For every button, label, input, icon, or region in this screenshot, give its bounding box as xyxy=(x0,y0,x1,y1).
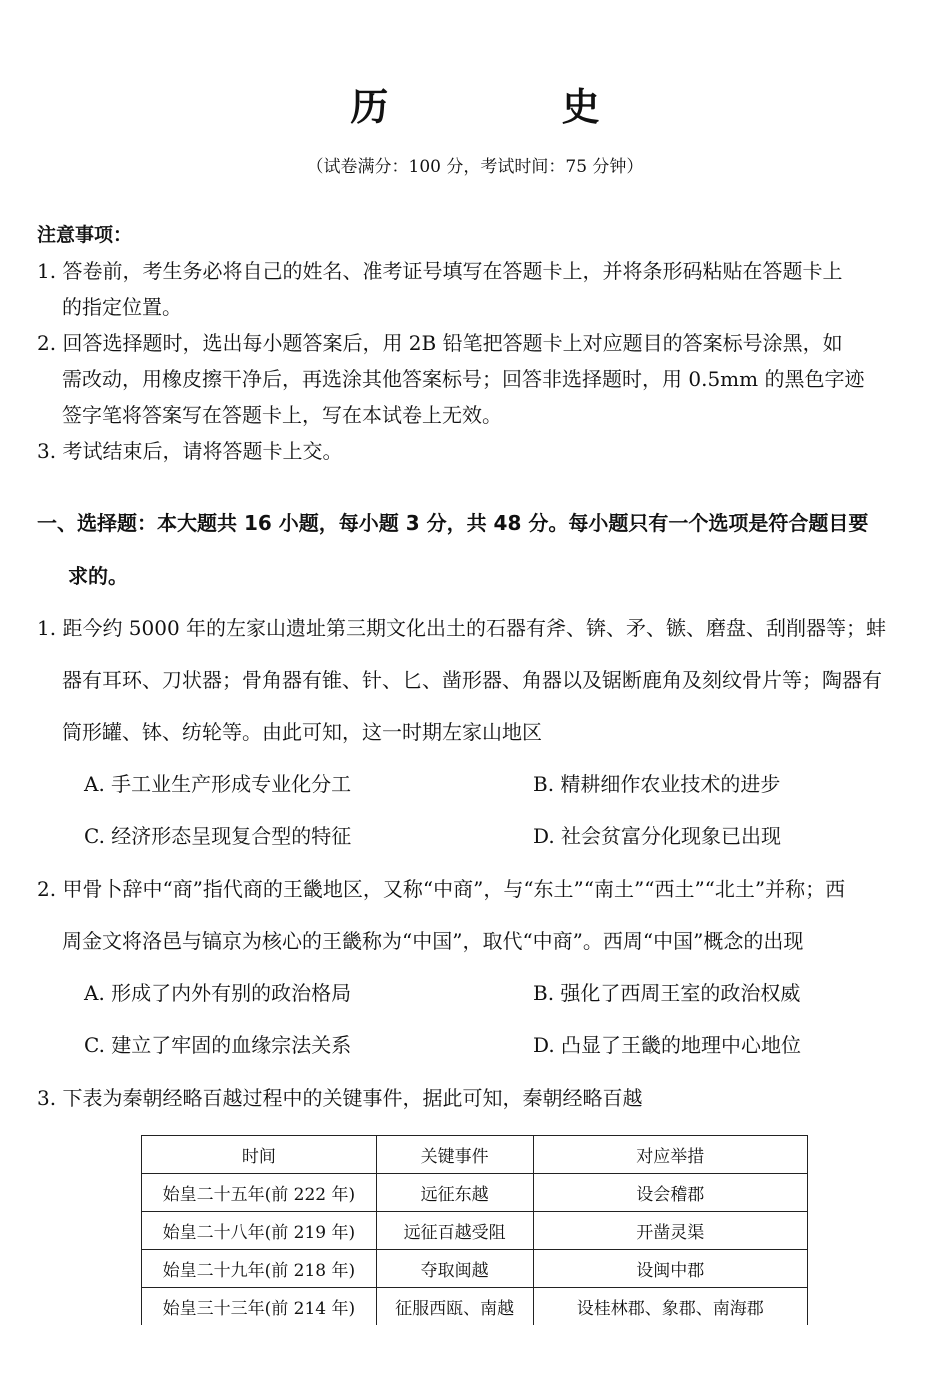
table-row xyxy=(142,1212,808,1250)
table-cell: 始皇二十八年(前 219 年) xyxy=(142,1212,377,1250)
table-cell: 远征百越受阻 xyxy=(376,1212,533,1250)
table-cell: 设闽中郡 xyxy=(533,1250,808,1288)
section-heading: 一、选择题：本大题共 16 小题，每小题 3 分，共 48 分。每小题只有一个选项是符合题目要 xyxy=(37,511,869,535)
table-header-cell: 关键事件 xyxy=(376,1136,533,1174)
question-2-option-c[interactable]: C. 建立了牢固的血缘宗法关系 xyxy=(84,1033,352,1057)
question-2-option-a[interactable]: A. 形成了内外有别的政治格局 xyxy=(84,981,352,1005)
notice-heading: 注意事项： xyxy=(37,224,133,246)
question-1-option-d[interactable]: D. 社会贫富分化现象已出现 xyxy=(533,824,782,848)
question-1-option-c[interactable]: C. 经济形态呈现复合型的特征 xyxy=(84,824,352,848)
question-1-option-b[interactable]: B. 精耕细作农业技术的进步 xyxy=(533,772,781,796)
question-3-table xyxy=(141,1135,808,1325)
question-2-option-b[interactable]: B. 强化了西周王室的政治权威 xyxy=(533,981,801,1005)
table-row xyxy=(142,1250,808,1288)
table-cell: 征服西瓯、南越 xyxy=(376,1288,533,1326)
notice-line: 需改动，用橡皮擦干净后，再选涂其他答案标号；回答非选择题时，用 0.5mm 的黑色字迹 xyxy=(62,367,865,391)
table-cell: 设会稽郡 xyxy=(533,1174,808,1212)
question-1-stem: 器有耳环、刀状器；骨角器有锥、针、匕、凿形器、角器以及锯断鹿角及刻纹骨片等；陶器有 xyxy=(62,668,882,692)
notice-line: 3. 考试结束后，请将答题卡上交。 xyxy=(37,439,343,463)
notice-line: 1. 答卷前，考生务必将自己的姓名、准考证号填写在答题卡上，并将条形码粘贴在答题卡上 xyxy=(37,259,843,283)
table-cell: 始皇二十九年(前 218 年) xyxy=(142,1250,377,1288)
table-cell: 远征东越 xyxy=(376,1174,533,1212)
table-cell: 设桂林郡、象郡、南海郡 xyxy=(533,1288,808,1326)
question-3-stem: 3. 下表为秦朝经略百越过程中的关键事件，据此可知，秦朝经略百越 xyxy=(37,1086,643,1110)
page-title: 历 史 xyxy=(350,85,680,129)
table-cell: 夺取闽越 xyxy=(376,1250,533,1288)
question-2-option-d[interactable]: D. 凸显了王畿的地理中心地位 xyxy=(533,1033,802,1057)
section-heading-cont: 求的。 xyxy=(68,564,128,588)
table-header-cell: 时间 xyxy=(142,1136,377,1174)
question-1-stem: 筒形罐、钵、纺轮等。由此可知，这一时期左家山地区 xyxy=(62,720,542,744)
table-header-row xyxy=(142,1136,808,1174)
table-cell: 始皇三十三年(前 214 年) xyxy=(142,1288,377,1326)
notice-line: 的指定位置。 xyxy=(62,295,182,319)
exam-info: （试卷满分：100 分，考试时间：75 分钟） xyxy=(306,157,644,177)
table-cell: 开凿灵渠 xyxy=(533,1212,808,1250)
notice-line: 签字笔将答案写在答题卡上，写在本试卷上无效。 xyxy=(62,403,502,427)
table-row xyxy=(142,1174,808,1212)
question-1-stem: 1. 距今约 5000 年的左家山遗址第三期文化出土的石器有斧、锛、矛、镞、磨盘、刮削器等；蚌 xyxy=(37,616,887,640)
table-cell: 始皇二十五年(前 222 年) xyxy=(142,1174,377,1212)
question-2-stem: 周金文将洛邑与镐京为核心的王畿称为“中国”，取代“中商”。西周“中国”概念的出现 xyxy=(62,929,804,953)
notice-line: 2. 回答选择题时，选出每小题答案后，用 2B 铅笔把答题卡上对应题目的答案标号涂黑，如 xyxy=(37,331,843,355)
table-row xyxy=(142,1288,808,1326)
question-1-option-a[interactable]: A. 手工业生产形成专业化分工 xyxy=(84,772,352,796)
table-header-cell: 对应举措 xyxy=(533,1136,808,1174)
question-2-stem: 2. 甲骨卜辞中“商”指代商的王畿地区，又称“中商”，与“东土”“南土”“西土”“北土”并称；西 xyxy=(37,877,846,901)
